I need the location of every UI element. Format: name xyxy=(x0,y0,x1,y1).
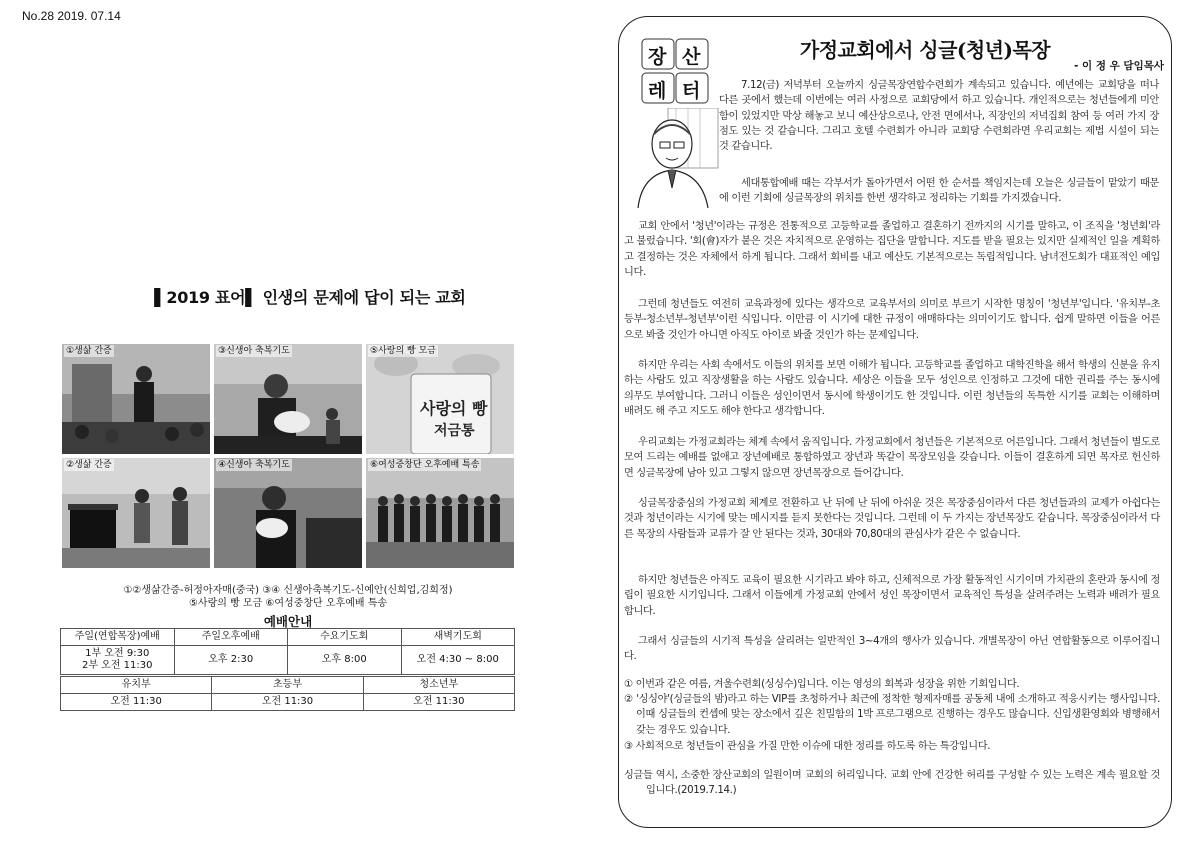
photo-bread-offering xyxy=(366,344,514,454)
youth-time: 오전 11:30 xyxy=(363,694,514,711)
photo-baby-blessing-1 xyxy=(214,344,362,454)
service-schedule-table xyxy=(60,628,515,675)
dawn-prayer-time: 오전 4:30 ~ 8:00 xyxy=(401,646,515,675)
header-wednesday-prayer: 수요기도회 xyxy=(288,629,402,646)
badge-char-3: 레 xyxy=(648,80,667,102)
column-badge xyxy=(640,37,710,105)
sermon-paragraph-1: 7.12(금) 저녁부터 오늘까지 싱글목장연합수련회가 계속되고 있습니다. 예년에는 교회당을 떠나 다른 곳에서 했는데 이번에는 여러 사정으로 교회당에서 하고 있습니다. 개인적으로는 청년들에게 미안함이 있었지만 막상 해놓고 보니 예산상으로나, 안전 면에서나, 직장인의 저녁집회 참여 등 여러 가지 장점도 있는 것 같습니다. 그리고 호텔 수련회가 아니라 교회당 수련회라면 우리교회는 제법 시설이 되는 것 같습니다. xyxy=(719,80,1159,153)
sermon-list-item-1: ① 이번과 같은 여름, 겨울수련회(싱싱수)입니다. 이는 영성의 회복과 성장을 위한 기회입니다. xyxy=(624,679,1020,690)
sermon-title: 가정교회에서 싱글(청년)목장 xyxy=(799,38,1051,62)
sermon-closing-paragraph: 싱글들 역시, 소중한 장산교회의 일원이며 교회의 허리입니다. 교회 안에 건강한 허리를 구성할 수 있는 노력은 계속 필요할 것입니다.(2019.7.14.) xyxy=(624,770,1160,797)
photo-caption-line-2: ⑤사랑의 빵 모금 ⑥여성중창단 오후예배 특송 xyxy=(188,598,388,609)
sunday-first-service: 1부 오전 9:30 xyxy=(85,648,150,659)
piano-image xyxy=(62,458,210,568)
bread-sign-title: 사랑의 빵 xyxy=(420,399,488,418)
photo-caption: ②생삶 간증 xyxy=(66,460,112,470)
photo-testimony-1 xyxy=(62,344,210,454)
sermon-paragraph-5: 하지만 우리는 사회 속에서도 이들의 위치를 보면 이해가 됩니다. 고등학교를 졸업하고 대학진학을 해서 학생의 신분을 유지하는 사람도 있고 직장생활을 하는 사람도 있습니다. 세상은 이들을 모두 성인으로 인정하고 그것에 대한 권리를 주는 동시에 의무도 부여합니다. 그러니 이들은 성인이면서 동시에 학생이기도 한 것입니다. 이런 청년들의 독특한 시기를 교회는 이해하며 배려도 해 주고 지도도 해야 한다고 생각합니다. xyxy=(624,360,1160,417)
testimony-image xyxy=(62,344,210,454)
badge-char-1: 장 xyxy=(648,46,667,68)
kindergarten-time: 오전 11:30 xyxy=(61,694,212,711)
afternoon-service-time: 오후 2:30 xyxy=(174,646,288,675)
service-schedule-title: 예배안내 xyxy=(263,614,313,629)
blessing-image xyxy=(214,344,362,454)
badge-char-4: 터 xyxy=(682,80,701,102)
pastor-portrait-illustration xyxy=(628,108,720,208)
yearly-motto: ▌2019 표어▌ 인생의 문제에 답이 되는 교회 xyxy=(154,288,466,307)
badge-char-2: 산 xyxy=(682,46,701,68)
sermon-paragraph-9: 그래서 싱글들의 시기적 특성을 살리려는 일반적인 3~4개의 행사가 있습니다. 개별목장이 아닌 연합활동으로 이루어집니다. xyxy=(624,636,1160,663)
department-schedule-table xyxy=(60,676,515,711)
photo-caption: ④신생아 축복기도 xyxy=(218,460,290,470)
sunday-second-service: 2부 오전 11:30 xyxy=(81,660,153,671)
photo-baby-blessing-2 xyxy=(214,458,362,568)
photo-grid xyxy=(62,344,514,576)
photo-caption-block xyxy=(62,584,514,610)
photo-womens-choir xyxy=(366,458,514,568)
wednesday-prayer-time: 오후 8:00 xyxy=(288,646,402,675)
photo-caption: ⑤사랑의 빵 모금 xyxy=(370,346,436,356)
sermon-list-item-3: ③ 사회적으로 청년들이 관심을 가질 만한 이슈에 대한 정리를 하도록 하는 특강입니다. xyxy=(624,741,991,752)
bread-sign-subtitle: 저금통 xyxy=(434,423,475,439)
photo-caption: ①생삶 간증 xyxy=(66,346,112,356)
sermon-paragraph-6: 우리교회는 가정교회라는 체계 속에서 움직입니다. 가정교회에서 청년들은 기본적으로 어른입니다. 그래서 청년들이 별도로 모여 드리는 예배를 없애고 장년예배로 통합하였고 장년과 똑같이 목장모임을 갖습니다. 이들이 결혼하게 되면 목자로 헌신하면 싱글목장에 남아 있고 그렇지 않으면 장년목장으로 들어갑니다. xyxy=(624,437,1160,479)
choir-image xyxy=(366,458,514,568)
issue-number: No.28 2019. 07.14 xyxy=(22,9,121,23)
elementary-time: 오전 11:30 xyxy=(212,694,363,711)
sermon-paragraph-2: 세대통합예배 때는 각부서가 돌아가면서 어떤 한 순서를 책임지는데 오늘은 싱글들이 맡았기 때문에 이런 기회에 싱글목장의 위치를 한번 생각하고 정리하는 기회를 가지겠습니다. xyxy=(719,178,1159,205)
sermon-author: - 이 정 우 담임목사 xyxy=(1074,60,1164,72)
photo-caption-line-1: ①②생삶간증-허정아자매(중국) ③④ 신생아축복기도-신예안(신희업,김희정) xyxy=(123,585,453,596)
sunday-service-times xyxy=(61,646,175,675)
photo-testimony-2 xyxy=(62,458,210,568)
photo-caption: ③신생아 축복기도 xyxy=(218,346,290,356)
header-kindergarten: 유치부 xyxy=(61,677,212,694)
header-dawn-prayer: 새벽기도회 xyxy=(401,629,515,646)
header-afternoon-service: 주일오후예배 xyxy=(174,629,288,646)
header-sunday-service: 주일(연합목장)예배 xyxy=(61,629,175,646)
photo-caption: ⑥여성중창단 오후예배 특송 xyxy=(370,460,480,470)
blessing-image-2 xyxy=(214,458,362,568)
header-elementary: 초등부 xyxy=(212,677,363,694)
sermon-paragraph-7: 싱글목장중심의 가정교회 체계로 전환하고 난 뒤에 난 뒤에 아쉬운 것은 목장중심이라서 다른 청년들과의 교제가 아쉽다는 것과 청년이라는 시기에 맞는 메시지를 듣지 못한다는 것입니다. 그런데 이 두 가지는 장년목장도 같습니다. 목장중심이라서 다른 목장의 사람들과 교류가 잘 안 된다는 것과, 30대와 70,80대의 관심사가 같은 수 없습니다. xyxy=(624,498,1160,540)
sermon-paragraph-8: 하지만 청년들은 아직도 교육이 필요한 시기라고 봐야 하고, 신체적으로 가장 활동적인 시기이며 가치관의 혼란과 동시에 정립이 필요한 시기입니다. 그래서 이들에게 가정교회 안에서 성인 목장이면서 교육적인 특성을 살려주려는 노력과 배려가 필요합니다. xyxy=(624,575,1160,617)
sermon-paragraph-4: 그런데 청년들도 여전히 교육과정에 있다는 생각으로 교육부서의 의미로 부르기 시작한 명칭이 '청년부'입니다. '유치부-초등부-청소년부-청년부'이런 식입니다. 이만큼 이 시기에 대한 규정이 애매하다는 의미이기도 합니다. 쉽게 말하면 이들을 어른으로 봐줄 것인가 아니면 아직도 아이로 봐줄 것인가 하는 문제입니다. xyxy=(624,299,1160,341)
sermon-paragraph-3: 교회 안에서 '청년'이라는 규정은 전통적으로 고등학교를 졸업하고 결혼하기 전까지의 시기를 말하고, 이 조직을 '청년회'라고 불렀습니다. '회(會)자가 붙은 것은 자치적으로 운영하는 집단을 말합니다. 지도를 받을 필요는 있지만 실제적인 일을 계획하고 결정하는 것은 자체에서 하게 됩니다. 그래서 회비를 내고 예산도 기본적으로는 독립적입니다. 남녀전도회가 대표적인 예입니다. xyxy=(624,221,1160,278)
header-youth: 청소년부 xyxy=(363,677,514,694)
sermon-list-item-2: ② '싱싱야'(싱글들의 밤)라고 하는 VIP를 초청하거나 최근에 정착한 형제자매를 공동체 내에 소개하고 적응시키는 행사입니다. 이때 싱글들의 컨셉에 맞는 장소에서 깊은 친밀함의 1박 프로그램으로 진행하는 경우도 많습니다. 신입생환영회와 병행해서 갖는 경우도 있습니다. xyxy=(624,694,1160,736)
